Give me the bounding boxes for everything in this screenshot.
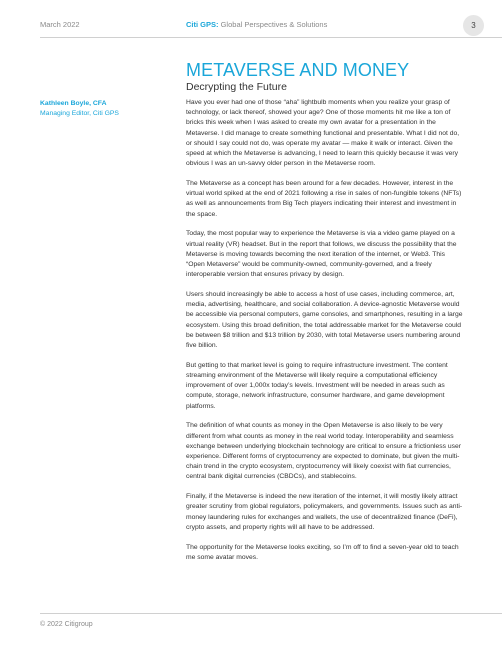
author-name: Kathleen Boyle, CFA [40, 100, 107, 107]
paragraph: Finally, if the Metaverse is indeed the new iteration of the internet, it will mostly likely attract greater scrutiny from global regulators, policymakers, and governments. Issues such as anti-money laundering rules for exchanges and wallets, the use of decentralized finance (DeFi), crypto assets, and property rights will all have to be addressed. [186, 493, 463, 531]
article-subtitle: Decrypting the Future [186, 81, 287, 93]
paragraph: Have you ever had one of those “aha” lightbulb moments when you realize your grasp of technology, or lack thereof, showed your age? One of those moments hit me like a ton of bricks this week when I was asked to create my own avatar for a presentation in the Metaverse. I did manage to create something functional and presentable. What I did not do, or should I say could not do, was operate my avatar — make it walk or interact. Given the speed at which the Metaverse is advancing, I need to learn this quickly because it was very obvious I was an un-savvy older person in the Metaverse room. [186, 99, 460, 168]
header-divider [40, 37, 502, 38]
brand-name: Citi GPS: [186, 20, 219, 29]
article-body [186, 98, 464, 573]
paragraph: The definition of what counts as money in the Open Metaverse is also likely to be very different from what counts as money in the real world today. Interoperability and seamless exchange between underlying blockchain technology are critical to ensure a frictionless user experience. Different forms of cryptocurrency are expected to dominate, but given the multi-chain trend in the crypto ecosystem, cryptocurrency will likely coexist with fiat currencies, central bank digital currencies (CBDCs), and stablecoins. [186, 422, 462, 481]
paragraph: Today, the most popular way to experience the Metaverse is via a video game played on a virtual reality (VR) headset. But in the report that follows, we discuss the possibility that the Metaverse is moving towards becoming the next iteration of the internet, or Web3. This “Open Metaverse” would be community-owned, community-governed, and a freely interoperable version that ensures privacy by design. [186, 230, 457, 279]
paragraph: But getting to that market level is going to require infrastructure investment. The content streaming environment of the Metaverse will likely require a computational efficiency improvement of over 1,000x today’s levels. Investment will be needed in areas such as compute, storage, network infrastructure, consumer hardware, and game development platforms. [186, 361, 448, 410]
publication-name [186, 20, 327, 29]
paragraph: The opportunity for the Metaverse looks exciting, so I’m off to find a seven-year old to teach me some avatar moves. [186, 543, 459, 561]
author-role: Managing Editor, Citi GPS [40, 110, 119, 117]
publication-title: Global Perspectives & Solutions [218, 20, 328, 29]
footer-copyright: © 2022 Citigroup [40, 621, 93, 628]
header-date: March 2022 [40, 20, 80, 29]
page-number-badge: 3 [463, 15, 484, 36]
paragraph: Users should increasingly be able to access a host of use cases, including commerce, art, media, advertising, healthcare, and social collaboration. A device-agnostic Metaverse would be accessible via personal computers, game consoles, and smartphones, resulting in a large ecosystem. Using this broad definition, the total addressable market for the Metaverse could be between $8 trillion and $13 trillion by 2030, with total Metaverse users numbering around five billion. [186, 291, 463, 350]
paragraph: The Metaverse as a concept has been around for a few decades. However, interest in the virtual world spiked at the end of 2021 following a rise in sales of non-fungible tokens (NFTs) as well as announcements from Big Tech players indicating their interest and investment in the space. [186, 180, 462, 218]
footer-divider [40, 613, 502, 614]
author-block [40, 99, 119, 119]
article-title: METAVERSE AND MONEY [186, 60, 410, 80]
